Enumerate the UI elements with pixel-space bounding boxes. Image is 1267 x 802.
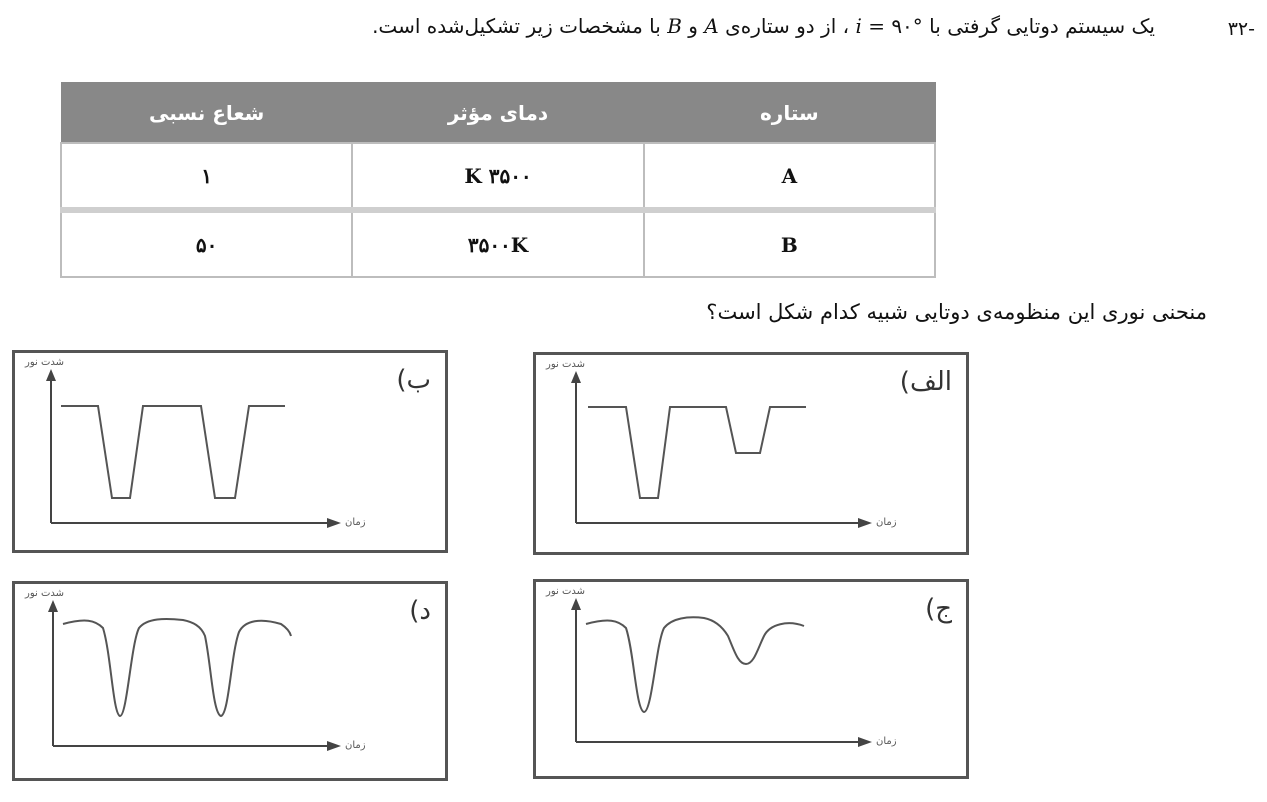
star-b-symbol: B (667, 14, 682, 38)
x-axis-label: زمان (876, 736, 897, 747)
header-relative-radius: شعاع نسبی (61, 83, 352, 144)
question-text-part4: با مشخصات زیر تشکیل‌شده است. (372, 14, 668, 38)
x-axis-label: زمان (345, 740, 366, 751)
table-row (61, 143, 935, 210)
option-a-panel[interactable] (533, 352, 969, 555)
table-header-row (61, 83, 935, 144)
x-axis-label: زمان (345, 517, 366, 528)
option-d-panel[interactable] (12, 581, 448, 781)
cell-star-name: A (644, 143, 935, 210)
question-text-part2: ، از دو ستاره‌ی (718, 14, 856, 38)
prompt-text: منحنی نوری این منظومه‌ی دوتایی شبیه کدام شکل است؟ (706, 300, 1207, 324)
question-text-part1: یک سیستم دوتایی گرفتی با (922, 14, 1155, 38)
option-c-panel[interactable] (533, 579, 969, 779)
cell-temperature: ۳۵۰۰ K (352, 143, 643, 210)
option-b-label: ب) (396, 365, 431, 395)
option-a-label: الف) (899, 367, 952, 397)
option-c-label: ج) (925, 594, 952, 624)
header-star: ستاره (644, 83, 935, 144)
star-a-symbol: A (704, 14, 719, 38)
option-c-light-curve (536, 582, 966, 776)
y-axis-label: شدت نور (546, 359, 585, 370)
cell-radius: ۱ (61, 143, 352, 210)
option-b-light-curve (15, 353, 445, 550)
inclination-value: = ۹۰° (861, 14, 923, 38)
inclination-symbol: i (855, 14, 862, 38)
table-row (61, 210, 935, 277)
option-d-light-curve (15, 584, 445, 778)
star-properties-table (60, 82, 936, 278)
y-axis-label: شدت نور (546, 586, 585, 597)
question-number: -۳۲ (1227, 18, 1255, 40)
question-text-part3: و (681, 14, 705, 38)
option-b-panel[interactable] (12, 350, 448, 553)
x-axis-label: زمان (876, 517, 897, 528)
option-d-label: د) (409, 596, 431, 626)
y-axis-label: شدت نور (25, 357, 64, 368)
cell-radius: ۵۰ (61, 210, 352, 277)
cell-star-name: B (644, 210, 935, 277)
question-text (55, 14, 1155, 38)
cell-temperature: ۳۵۰۰K (352, 210, 643, 277)
y-axis-label: شدت نور (25, 588, 64, 599)
header-effective-temperature: دمای مؤثر (352, 83, 643, 144)
